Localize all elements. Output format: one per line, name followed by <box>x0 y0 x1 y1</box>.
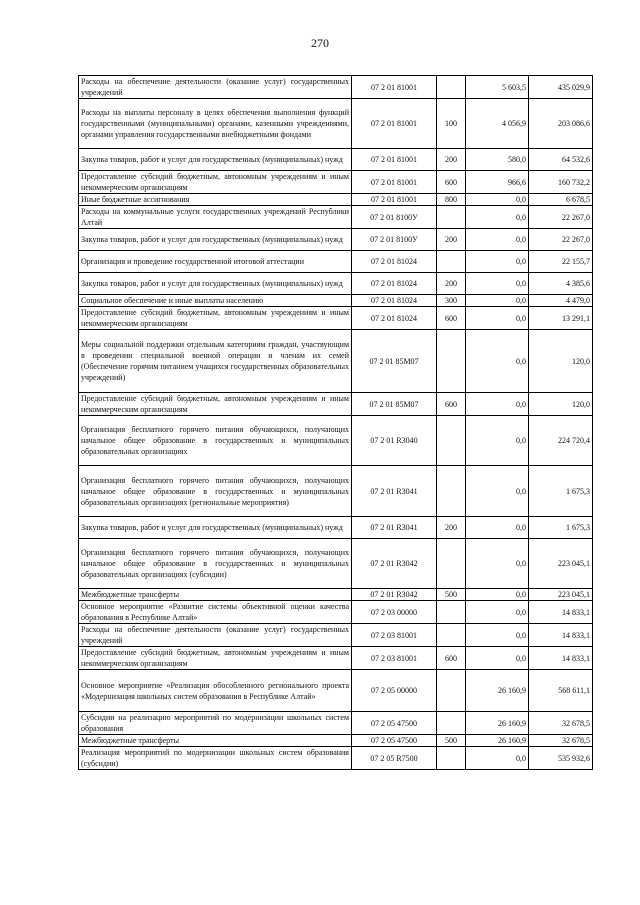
row-expense-type-cell: 500 <box>437 589 466 601</box>
table-row <box>79 99 593 149</box>
row-amount-2-cell: 120,0 <box>529 330 593 393</box>
row-amount-1-cell: 0,0 <box>466 295 529 307</box>
row-expense-type-cell: 800 <box>437 194 466 206</box>
row-name-cell: Расходы на обеспечение деятельности (оказание услуг) государственных учреждений <box>79 76 352 99</box>
table-row <box>79 171 593 194</box>
row-expense-type-cell: 600 <box>437 647 466 670</box>
row-name-cell: Расходы на коммунальные услуги государственных учреждений Республики Алтай <box>79 206 352 229</box>
row-name-cell: Межбюджетные трансферты <box>79 735 352 747</box>
row-code-cell: 07 2 05 47500 <box>352 735 437 747</box>
row-amount-2-cell: 160 732,2 <box>529 171 593 194</box>
row-amount-1-cell: 0,0 <box>466 539 529 589</box>
row-expense-type-cell: 200 <box>437 517 466 539</box>
row-code-cell: 07 2 01 81001 <box>352 171 437 194</box>
row-expense-type-cell: 600 <box>437 307 466 330</box>
row-name-cell: Меры социальной поддержки отдельным категориям граждан, участвующим в проведении специальной военной операции и членам их семей (Обеспечение горячим питанием учащихся государственных образовательных учреждений) <box>79 330 352 393</box>
table-row <box>79 517 593 539</box>
row-amount-1-cell: 0,0 <box>466 589 529 601</box>
row-code-cell: 07 2 01 R3042 <box>352 539 437 589</box>
row-name-cell: Основное мероприятие «Реализация обособленного регионального проекта «Модернизация школьных систем образования в Республике Алтай» <box>79 670 352 712</box>
row-amount-2-cell: 22 267,0 <box>529 229 593 251</box>
row-code-cell: 07 2 03 81001 <box>352 647 437 670</box>
row-amount-2-cell: 6 678,5 <box>529 194 593 206</box>
row-name-cell: Предоставление субсидий бюджетным, автономным учреждениям и иным некоммерческим организациям <box>79 307 352 330</box>
row-expense-type-cell <box>437 466 466 517</box>
row-amount-1-cell: 0,0 <box>466 517 529 539</box>
row-name-cell: Закупка товаров, работ и услуг для государственных (муниципальных) нужд <box>79 273 352 295</box>
table-row <box>79 307 593 330</box>
row-code-cell: 07 2 01 81001 <box>352 99 437 149</box>
row-amount-2-cell: 435 029,9 <box>529 76 593 99</box>
row-code-cell: 07 2 01 81024 <box>352 273 437 295</box>
row-code-cell: 07 2 01 81024 <box>352 251 437 273</box>
table-row <box>79 206 593 229</box>
row-code-cell: 07 2 01 R3041 <box>352 517 437 539</box>
row-name-cell: Социальное обеспечение и иные выплаты населению <box>79 295 352 307</box>
row-amount-2-cell: 203 086,6 <box>529 99 593 149</box>
row-expense-type-cell <box>437 601 466 624</box>
row-code-cell: 07 2 01 81001 <box>352 149 437 171</box>
table-row <box>79 735 593 747</box>
row-amount-1-cell: 0,0 <box>466 601 529 624</box>
row-amount-1-cell: 5 603,5 <box>466 76 529 99</box>
row-code-cell: 07 2 01 81001 <box>352 76 437 99</box>
row-amount-2-cell: 13 291,1 <box>529 307 593 330</box>
table-row <box>79 273 593 295</box>
row-amount-2-cell: 224 720,4 <box>529 416 593 466</box>
row-amount-1-cell: 966,6 <box>466 171 529 194</box>
row-amount-1-cell: 0,0 <box>466 273 529 295</box>
row-expense-type-cell: 500 <box>437 735 466 747</box>
row-name-cell: Организация бесплатного горячего питания обучающихся, получающих начальное общее образование в государственных и муниципальных образовательных организациях (региональные мероприятия) <box>79 466 352 517</box>
table-row <box>79 194 593 206</box>
row-expense-type-cell <box>437 670 466 712</box>
table-row <box>79 589 593 601</box>
row-code-cell: 07 2 05 00000 <box>352 670 437 712</box>
row-amount-2-cell: 14 833,1 <box>529 647 593 670</box>
row-expense-type-cell: 300 <box>437 295 466 307</box>
row-expense-type-cell <box>437 539 466 589</box>
row-name-cell: Организация бесплатного горячего питания обучающихся, получающих начальное общее образование в государственных и муниципальных образовательных организациях <box>79 416 352 466</box>
row-code-cell: 07 2 01 81001 <box>352 194 437 206</box>
table-row <box>79 601 593 624</box>
row-code-cell: 07 2 01 R3042 <box>352 589 437 601</box>
row-expense-type-cell <box>437 624 466 647</box>
budget-table <box>78 75 593 770</box>
row-expense-type-cell <box>437 712 466 735</box>
table-row <box>79 76 593 99</box>
row-amount-1-cell: 0,0 <box>466 647 529 670</box>
row-amount-2-cell: 22 267,0 <box>529 206 593 229</box>
row-name-cell: Предоставление субсидий бюджетным, автономным учреждениям и иным некоммерческим организациям <box>79 647 352 670</box>
table-row <box>79 670 593 712</box>
row-expense-type-cell: 600 <box>437 171 466 194</box>
row-amount-1-cell: 0,0 <box>466 330 529 393</box>
row-amount-2-cell: 1 675,3 <box>529 466 593 517</box>
row-name-cell: Предоставление субсидий бюджетным, автономным учреждениям и иным некоммерческим организациям <box>79 393 352 416</box>
row-amount-2-cell: 14 833,1 <box>529 624 593 647</box>
row-amount-2-cell: 223 045,1 <box>529 539 593 589</box>
row-name-cell: Организация и проведение государственной итоговой аттестации <box>79 251 352 273</box>
table-row <box>79 149 593 171</box>
row-code-cell: 07 2 01 R3041 <box>352 466 437 517</box>
table-row <box>79 624 593 647</box>
row-amount-1-cell: 0,0 <box>466 624 529 647</box>
row-expense-type-cell: 100 <box>437 99 466 149</box>
row-code-cell: 07 2 05 R7500 <box>352 747 437 770</box>
row-name-cell: Субсидии на реализацию мероприятий по модернизации школьных систем образования <box>79 712 352 735</box>
row-amount-2-cell: 535 932,6 <box>529 747 593 770</box>
row-expense-type-cell <box>437 76 466 99</box>
row-name-cell: Межбюджетные трансферты <box>79 589 352 601</box>
row-amount-2-cell: 64 532,6 <box>529 149 593 171</box>
row-amount-1-cell: 4 056,9 <box>466 99 529 149</box>
row-amount-1-cell: 0,0 <box>466 206 529 229</box>
row-code-cell: 07 2 05 47500 <box>352 712 437 735</box>
row-amount-1-cell: 0,0 <box>466 307 529 330</box>
row-amount-2-cell: 4 479,0 <box>529 295 593 307</box>
table-row <box>79 330 593 393</box>
table-row <box>79 466 593 517</box>
row-amount-2-cell: 32 678,5 <box>529 735 593 747</box>
row-amount-2-cell: 120,0 <box>529 393 593 416</box>
row-amount-1-cell: 26 160,9 <box>466 670 529 712</box>
row-amount-2-cell: 4 385,6 <box>529 273 593 295</box>
row-name-cell: Иные бюджетные ассигнования <box>79 194 352 206</box>
row-amount-1-cell: 0,0 <box>466 747 529 770</box>
row-expense-type-cell <box>437 416 466 466</box>
row-name-cell: Предоставление субсидий бюджетным, автономным учреждениям и иным некоммерческим организациям <box>79 171 352 194</box>
row-name-cell: Расходы на выплаты персоналу в целях обеспечения выполнения функций государственными (муниципальными) органами, казенными учреждениями, органами управления государственными внебюджетными фондами <box>79 99 352 149</box>
row-expense-type-cell: 200 <box>437 149 466 171</box>
table-row <box>79 229 593 251</box>
row-code-cell: 07 2 01 8100У <box>352 229 437 251</box>
row-expense-type-cell: 600 <box>437 393 466 416</box>
row-name-cell: Закупка товаров, работ и услуг для государственных (муниципальных) нужд <box>79 517 352 539</box>
row-amount-1-cell: 26 160,9 <box>466 735 529 747</box>
table-row <box>79 539 593 589</box>
row-code-cell: 07 2 01 81024 <box>352 295 437 307</box>
row-name-cell: Организация бесплатного горячего питания обучающихся, получающих начальное общее образование в государственных и муниципальных образовательных организациях (субсидии) <box>79 539 352 589</box>
row-amount-1-cell: 0,0 <box>466 466 529 517</box>
table-row <box>79 647 593 670</box>
row-amount-1-cell: 0,0 <box>466 416 529 466</box>
row-expense-type-cell: 200 <box>437 229 466 251</box>
row-amount-1-cell: 0,0 <box>466 229 529 251</box>
row-expense-type-cell: 200 <box>437 273 466 295</box>
row-amount-1-cell: 26 160,9 <box>466 712 529 735</box>
row-code-cell: 07 2 01 85М07 <box>352 393 437 416</box>
row-amount-2-cell: 22 155,7 <box>529 251 593 273</box>
row-expense-type-cell <box>437 330 466 393</box>
row-amount-2-cell: 14 833,1 <box>529 601 593 624</box>
row-amount-1-cell: 0,0 <box>466 393 529 416</box>
budget-table-body <box>79 76 593 770</box>
row-expense-type-cell <box>437 206 466 229</box>
row-name-cell: Основное мероприятие «Развитие системы объективной оценки качества образования в Республике Алтай» <box>79 601 352 624</box>
table-row <box>79 747 593 770</box>
row-code-cell: 07 2 01 81024 <box>352 307 437 330</box>
row-amount-1-cell: 580,0 <box>466 149 529 171</box>
table-row <box>79 251 593 273</box>
row-amount-2-cell: 223 045,1 <box>529 589 593 601</box>
table-row <box>79 295 593 307</box>
page-number: 270 <box>311 36 329 50</box>
row-code-cell: 07 2 01 R3040 <box>352 416 437 466</box>
row-code-cell: 07 2 01 8100У <box>352 206 437 229</box>
row-name-cell: Закупка товаров, работ и услуг для государственных (муниципальных) нужд <box>79 149 352 171</box>
row-amount-2-cell: 568 611,1 <box>529 670 593 712</box>
row-amount-1-cell: 0,0 <box>466 251 529 273</box>
row-expense-type-cell <box>437 251 466 273</box>
row-code-cell: 07 2 03 00000 <box>352 601 437 624</box>
row-name-cell: Реализация мероприятий по модернизации школьных систем образования (субсидии) <box>79 747 352 770</box>
row-amount-2-cell: 32 678,5 <box>529 712 593 735</box>
row-expense-type-cell <box>437 747 466 770</box>
table-row <box>79 712 593 735</box>
row-name-cell: Закупка товаров, работ и услуг для государственных (муниципальных) нужд <box>79 229 352 251</box>
row-amount-2-cell: 1 675,3 <box>529 517 593 539</box>
table-row <box>79 416 593 466</box>
row-code-cell: 07 2 01 85М07 <box>352 330 437 393</box>
row-code-cell: 07 2 03 81001 <box>352 624 437 647</box>
row-name-cell: Расходы на обеспечение деятельности (оказание услуг) государственных учреждений <box>79 624 352 647</box>
row-amount-1-cell: 0,0 <box>466 194 529 206</box>
table-row <box>79 393 593 416</box>
